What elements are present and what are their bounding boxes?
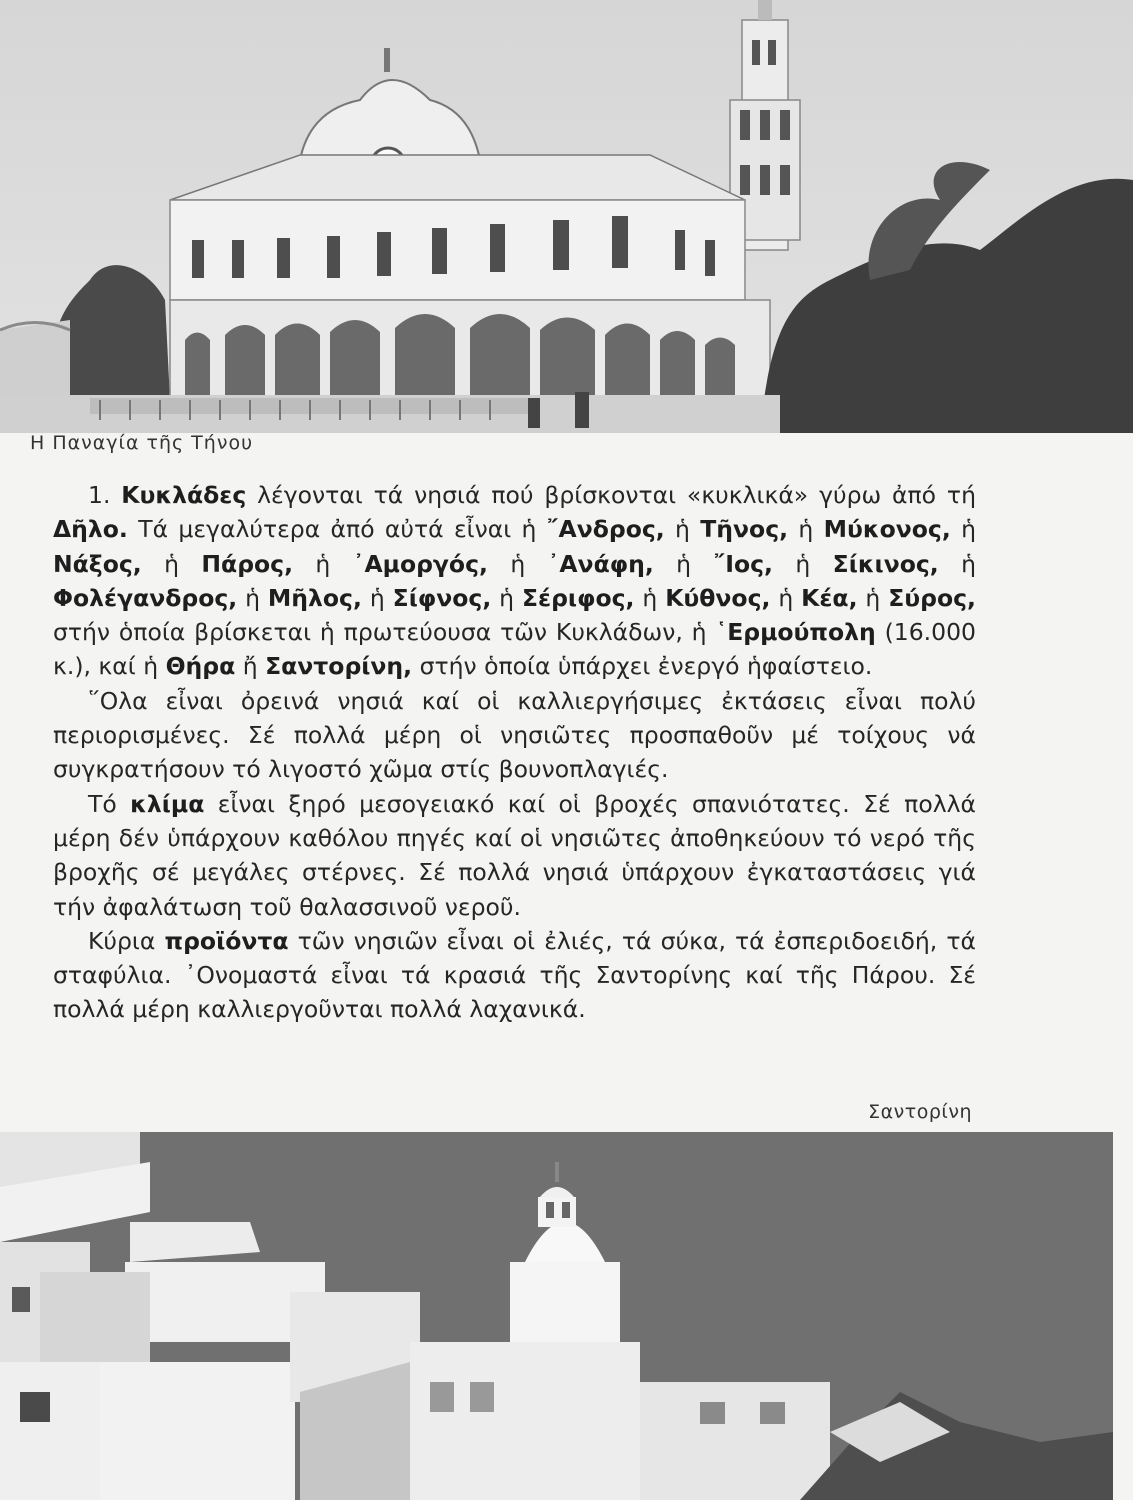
paragraph-climate: Τό κλίμα εἶναι ξηρό μεσογειακό καί οἱ βροχές σπανιότατες. Σέ πολλά μέρη δέν ὑπάρχουν καθόλου πηγές καί οἱ νησιῶτες ἀποθηκεύουν τό νερό τῆς βροχῆς σέ μεγάλες στέρνες. Σέ πολλά νησιά ὑπάρχουν ἐγκαταστάσεις γιά τήν ἀφαλάτωση τοῦ θαλασσινοῦ νεροῦ. (53, 789, 977, 921)
article-text (53, 478, 976, 1027)
paragraph-cyclades-islands: 1. Κυκλάδες λέγονται τά νησιά πού βρίσκονται «κυκλικά» γύρω ἀπό τή Δῆλο. Τά μεγαλύτερα ἀπό αὐτά εἶναι ἡ ῎Ανδρος, ἡ Τῆνος, ἡ Μύκονος, ἡ Νάξος, ἡ Πάρος, ἡ ᾿Αμοργός, ἡ ᾿Ανάφη, ἡ ῎Ιος, ἡ Σίκινος, ἡ Φολέγανδρος, ἡ Μῆλος, ἡ Σίφνος, ἡ Σέριφος, ἡ Κύθνος, ἡ Κέα, ἡ Σύρος, στήν ὁποία βρίσκεται ἡ πρωτεύουσα τῶν Κυκλάδων, ἡ ῾Ερμούπολη (16.000 κ.), καί ἡ Θήρα ἤ Σαντορίνη, στήν ὁποία ὑπάρχει ἐνεργό ἡφαίστειο. (53, 481, 977, 681)
santorini-photo (0, 1132, 1113, 1500)
church-illustration (0, 0, 1133, 433)
top-photo-caption: Η Παναγία τῆς Τήνου (30, 432, 254, 454)
paragraph-products: Κύρια προϊόντα τῶν νησιῶν εἶναι οἱ ἐλιές, τά σύκα, τά ἐσπεριδοειδή, τά σταφύλια. ᾿Ονομαστά εἶναι τά κρασιά τῆς Σαντορίνης καί τῆς Πάρου. Σέ πολλά μέρη καλλιεργοῦνται πολλά λαχανικά. (53, 926, 976, 1024)
santorini-illustration (0, 1132, 1113, 1500)
bottom-photo-caption: Σαντορίνη (868, 1101, 972, 1123)
church-photo (0, 0, 1133, 433)
paragraph-mountainous-terrain: ῞Ολα εἶναι ὀρεινά νησιά καί οἱ καλλιεργήσιμες ἐκτάσεις εἶναι πολύ περιορισμένες. Σέ πολλά μέρη οἱ νησιῶτες προσπαθοῦν μέ τοίχους νά συγκρατήσουν τό λιγοστό χῶμα στίς βουνοπλαγιές. (53, 686, 976, 784)
